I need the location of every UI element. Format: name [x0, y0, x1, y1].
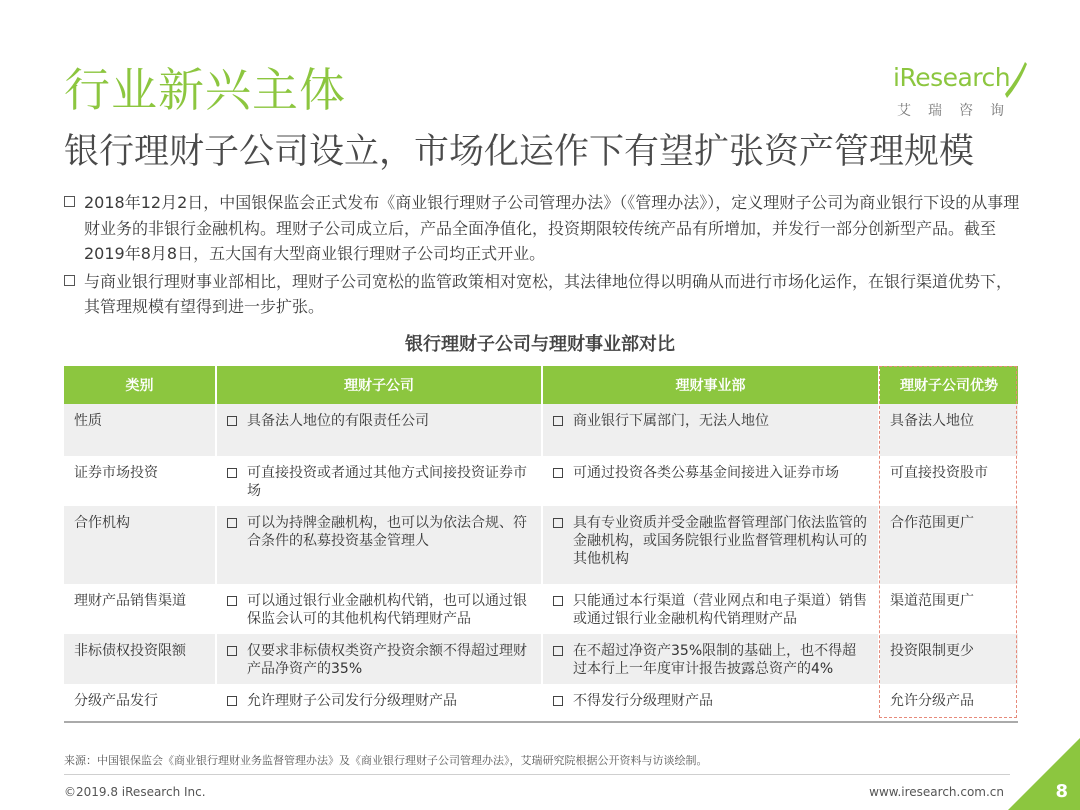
square-bullet-icon — [553, 468, 563, 478]
cell-text: 只能通过本行渠道（营业网点和电子渠道）销售或通过银行业金融机构代销理财产品 — [573, 593, 867, 627]
page-subtitle: 银行理财子公司设立，市场化运作下有望扩张资产管理规模 — [64, 132, 975, 172]
header-category: 类别 — [64, 366, 216, 404]
header-advantage: 理财子公司优势 — [879, 366, 1018, 404]
page-corner-triangle — [1008, 738, 1080, 810]
logo-chinese: 艾瑞咨询 — [897, 103, 1021, 119]
page-title: 行业新兴主体 — [64, 63, 346, 117]
square-bullet-icon — [553, 646, 563, 656]
cell-category: 合作机构 — [64, 506, 216, 584]
iresearch-logo — [893, 58, 1033, 128]
bullet-text: 与商业银行理财事业部相比，理财子公司宽松的监管政策相对宽松，其法律地位得以明确从而进行市场化运作，在银行渠道优势下，其管理规模有望得到进一步扩张。 — [84, 271, 1013, 316]
cell-department — [542, 456, 879, 506]
table-row — [64, 684, 1018, 722]
cell-text: 可直接投资或者通过其他方式间接投资证券市场 — [247, 465, 527, 499]
table-row — [64, 404, 1018, 456]
cell-advantage: 具备法人地位 — [879, 404, 1018, 456]
square-bullet-icon — [227, 468, 237, 478]
cell-subsidiary — [216, 404, 542, 456]
table-title: 银行理财子公司与理财事业部对比 — [405, 334, 675, 355]
cell-text: 具备法人地位的有限责任公司 — [247, 413, 429, 429]
square-bullet-icon — [227, 696, 237, 706]
table-row — [64, 584, 1018, 634]
copyright: ©2019.8 iResearch Inc. — [64, 785, 206, 799]
cell-department — [542, 506, 879, 584]
table-row — [64, 634, 1018, 684]
comparison-table — [64, 366, 1018, 723]
logo-swoosh-icon — [1003, 60, 1027, 100]
header-subsidiary: 理财子公司 — [216, 366, 542, 404]
source-note: 来源：中国银保监会《商业银行理财业务监督管理办法》及《商业银行理财子公司管理办法》，艾瑞研究院根据公开资料与访谈绘制。 — [64, 754, 708, 767]
cell-text: 在不超过净资产35%限制的基础上，也不得超过本行上一年度审计报告披露总资产的4% — [573, 643, 857, 677]
cell-text: 可通过投资各类公募基金间接进入证券市场 — [573, 465, 839, 481]
square-bullet-icon — [64, 275, 75, 286]
cell-department — [542, 584, 879, 634]
square-bullet-icon — [553, 696, 563, 706]
cell-advantage: 合作范围更广 — [879, 506, 1018, 584]
cell-text: 商业银行下属部门，无法人地位 — [573, 413, 769, 429]
cell-text: 可以为持牌金融机构，也可以为依法合规、符合条件的私募投资基金管理人 — [247, 515, 527, 549]
website-link[interactable]: www.iresearch.com.cn — [869, 785, 1004, 799]
logo-wordmark: iResearch — [893, 63, 1011, 92]
page-number: 8 — [1055, 781, 1068, 802]
cell-advantage: 可直接投资股市 — [879, 456, 1018, 506]
cell-text: 不得发行分级理财产品 — [573, 693, 713, 709]
cell-advantage: 渠道范围更广 — [879, 584, 1018, 634]
cell-subsidiary — [216, 684, 542, 722]
cell-advantage: 投资限制更少 — [879, 634, 1018, 684]
cell-department — [542, 404, 879, 456]
table-row — [64, 506, 1018, 584]
cell-text: 仅要求非标债权类资产投资余额不得超过理财产品净资产的35% — [247, 643, 527, 677]
table-row — [64, 456, 1018, 506]
cell-subsidiary — [216, 456, 542, 506]
bullet-item — [64, 190, 1026, 267]
cell-text: 具有专业资质并受金融监督管理部门依法监管的金融机构，或国务院银行业监督管理机构认可的其他机构 — [573, 515, 867, 567]
cell-category: 非标债权投资限额 — [64, 634, 216, 684]
header-department: 理财事业部 — [542, 366, 879, 404]
cell-text: 允许理财子公司发行分级理财产品 — [247, 693, 457, 709]
cell-text: 可以通过银行业金融机构代销，也可以通过银保监会认可的其他机构代销理财产品 — [247, 593, 527, 627]
square-bullet-icon — [553, 518, 563, 528]
cell-subsidiary — [216, 634, 542, 684]
cell-subsidiary — [216, 584, 542, 634]
cell-category: 分级产品发行 — [64, 684, 216, 722]
cell-department — [542, 634, 879, 684]
square-bullet-icon — [64, 196, 75, 207]
bullet-text: 2018年12月2日，中国银保监会正式发布《商业银行理财子公司管理办法》（《管理办法》），定义理财子公司为商业银行下设的从事理财业务的非银行金融机构。理财子公司成立后，产品全面净值化，投资期限较传统产品有所增加，并发行一部分创新型产品。截至2019年8月8日，五大国有大型商业银行理财子公司均正式开业。 — [84, 193, 1020, 263]
bullet-item — [64, 269, 1026, 320]
square-bullet-icon — [227, 518, 237, 528]
intro-bullets — [64, 190, 1026, 320]
cell-subsidiary — [216, 506, 542, 584]
square-bullet-icon — [227, 596, 237, 606]
square-bullet-icon — [227, 646, 237, 656]
cell-category: 性质 — [64, 404, 216, 456]
cell-category: 证券市场投资 — [64, 456, 216, 506]
footer-divider — [64, 774, 1010, 775]
square-bullet-icon — [227, 416, 237, 426]
cell-department — [542, 684, 879, 722]
cell-category: 理财产品销售渠道 — [64, 584, 216, 634]
square-bullet-icon — [553, 596, 563, 606]
square-bullet-icon — [553, 416, 563, 426]
cell-advantage: 允许分级产品 — [879, 684, 1018, 722]
table-header-row — [64, 366, 1018, 404]
